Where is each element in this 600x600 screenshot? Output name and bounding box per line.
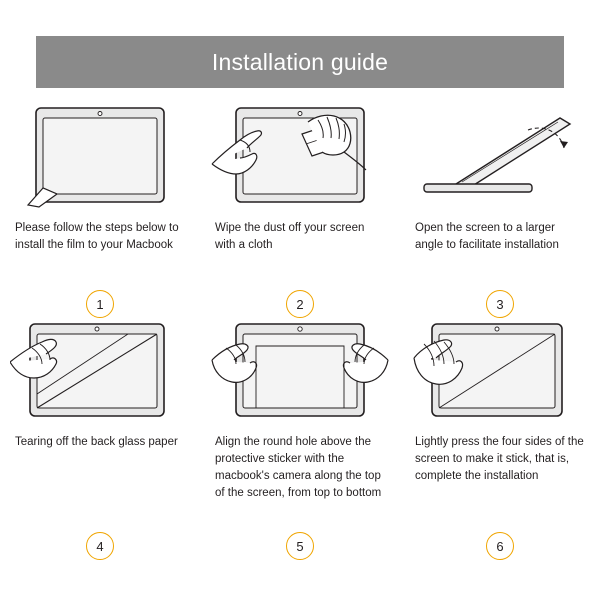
step-cell-5	[200, 318, 400, 560]
illustration-hand-tearing-back-paper	[10, 318, 190, 428]
page-title: Installation guide	[211, 48, 389, 75]
step-caption: Tearing off the back glass paper	[15, 436, 178, 448]
step-cell-4	[0, 318, 200, 560]
illustration-laptop-screen-with-film-peel	[10, 104, 190, 214]
step-number-badge: 4	[86, 532, 114, 560]
step-number-badge: 5	[286, 532, 314, 560]
illustration-two-hands-aligning-film-on-screen	[210, 318, 390, 428]
step-cell-2	[200, 104, 400, 318]
step-cell-1	[0, 104, 200, 318]
steps-grid	[0, 104, 600, 560]
step-cell-6	[400, 318, 600, 560]
step-cell-3	[400, 104, 600, 318]
step-caption: Open the screen to a larger angle to facilitate installation	[415, 222, 559, 251]
illustration-hand-pressing-screen-edges	[410, 318, 590, 428]
step-number-badge: 1	[86, 290, 114, 318]
step-number-badge: 2	[286, 290, 314, 318]
step-number-badge: 3	[486, 290, 514, 318]
step-caption: Please follow the steps below to install the film to your Macbook	[15, 222, 179, 251]
illustration-laptop-opened-wide-angle	[410, 104, 590, 214]
step-caption: Align the round hole above the protective sticker with the macbook's camera along the top of the screen, from top to bottom	[215, 436, 382, 499]
header-bar	[36, 36, 564, 88]
step-number-badge: 6	[486, 532, 514, 560]
step-caption: Lightly press the four sides of the screen to make it stick, that is, complete the installation	[415, 436, 584, 482]
step-caption: Wipe the dust off your screen with a cloth	[215, 222, 365, 251]
illustration-hand-wiping-screen-with-cloth	[210, 104, 390, 214]
